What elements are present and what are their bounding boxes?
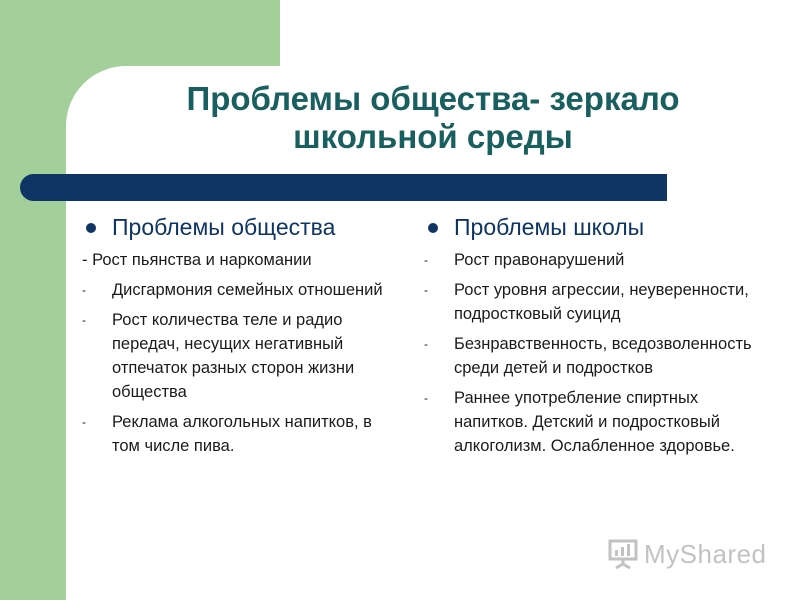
watermark	[608, 538, 767, 570]
dash-icon: -	[424, 391, 428, 405]
list-item	[424, 386, 754, 458]
school-problems-heading-text: Проблемы школы	[454, 214, 645, 240]
list-item-text: Раннее употребление спиртных напитков. Детский и подростковый алкоголизм. Ослабленное здоровье.	[454, 389, 735, 455]
list-item-text: Рост правонарушений	[454, 251, 625, 269]
bullet-icon	[86, 223, 96, 233]
dash-icon: -	[82, 283, 86, 297]
list-item	[424, 332, 754, 380]
dash-icon: -	[424, 253, 428, 267]
watermark-text: MyShared	[644, 538, 767, 569]
list-item-text: Безнравственность, вседозволенность среди детей и подростков	[454, 335, 752, 377]
dash-icon: -	[82, 313, 86, 327]
school-problems-column	[424, 212, 754, 464]
list-item-text: Рост уровня агрессии, неуверенности, подростковый суицид	[454, 281, 749, 323]
school-problems-heading	[424, 212, 754, 242]
society-problems-column	[82, 212, 402, 464]
slide-title-line-1: Проблемы общества- зеркало	[186, 80, 680, 117]
list-item	[82, 278, 402, 302]
bullet-icon	[428, 223, 438, 233]
list-item	[424, 278, 754, 326]
society-problems-heading-text: Проблемы общества	[112, 214, 336, 240]
slide-title	[66, 80, 800, 156]
society-problems-heading	[82, 212, 402, 242]
list-item-text: Реклама алкогольных напитков, в том числе пива.	[112, 413, 372, 455]
list-item-text: Рост количества теле и радио передач, несущих негативный отпечаток разных сторон жизни общества	[112, 311, 355, 401]
title-divider-bar	[20, 174, 667, 201]
list-item-text: Дисгармония семейных отношений	[112, 281, 383, 299]
list-item: - Рост пьянства и наркомании	[82, 251, 312, 269]
list-item	[82, 308, 402, 404]
dash-icon: -	[82, 415, 86, 429]
dash-icon: -	[424, 337, 428, 351]
slide-title-line-2: школьной среды	[293, 118, 573, 155]
presentation-board-icon	[608, 538, 638, 570]
dash-icon: -	[424, 283, 428, 297]
list-item	[82, 410, 402, 458]
list-item	[424, 248, 754, 272]
